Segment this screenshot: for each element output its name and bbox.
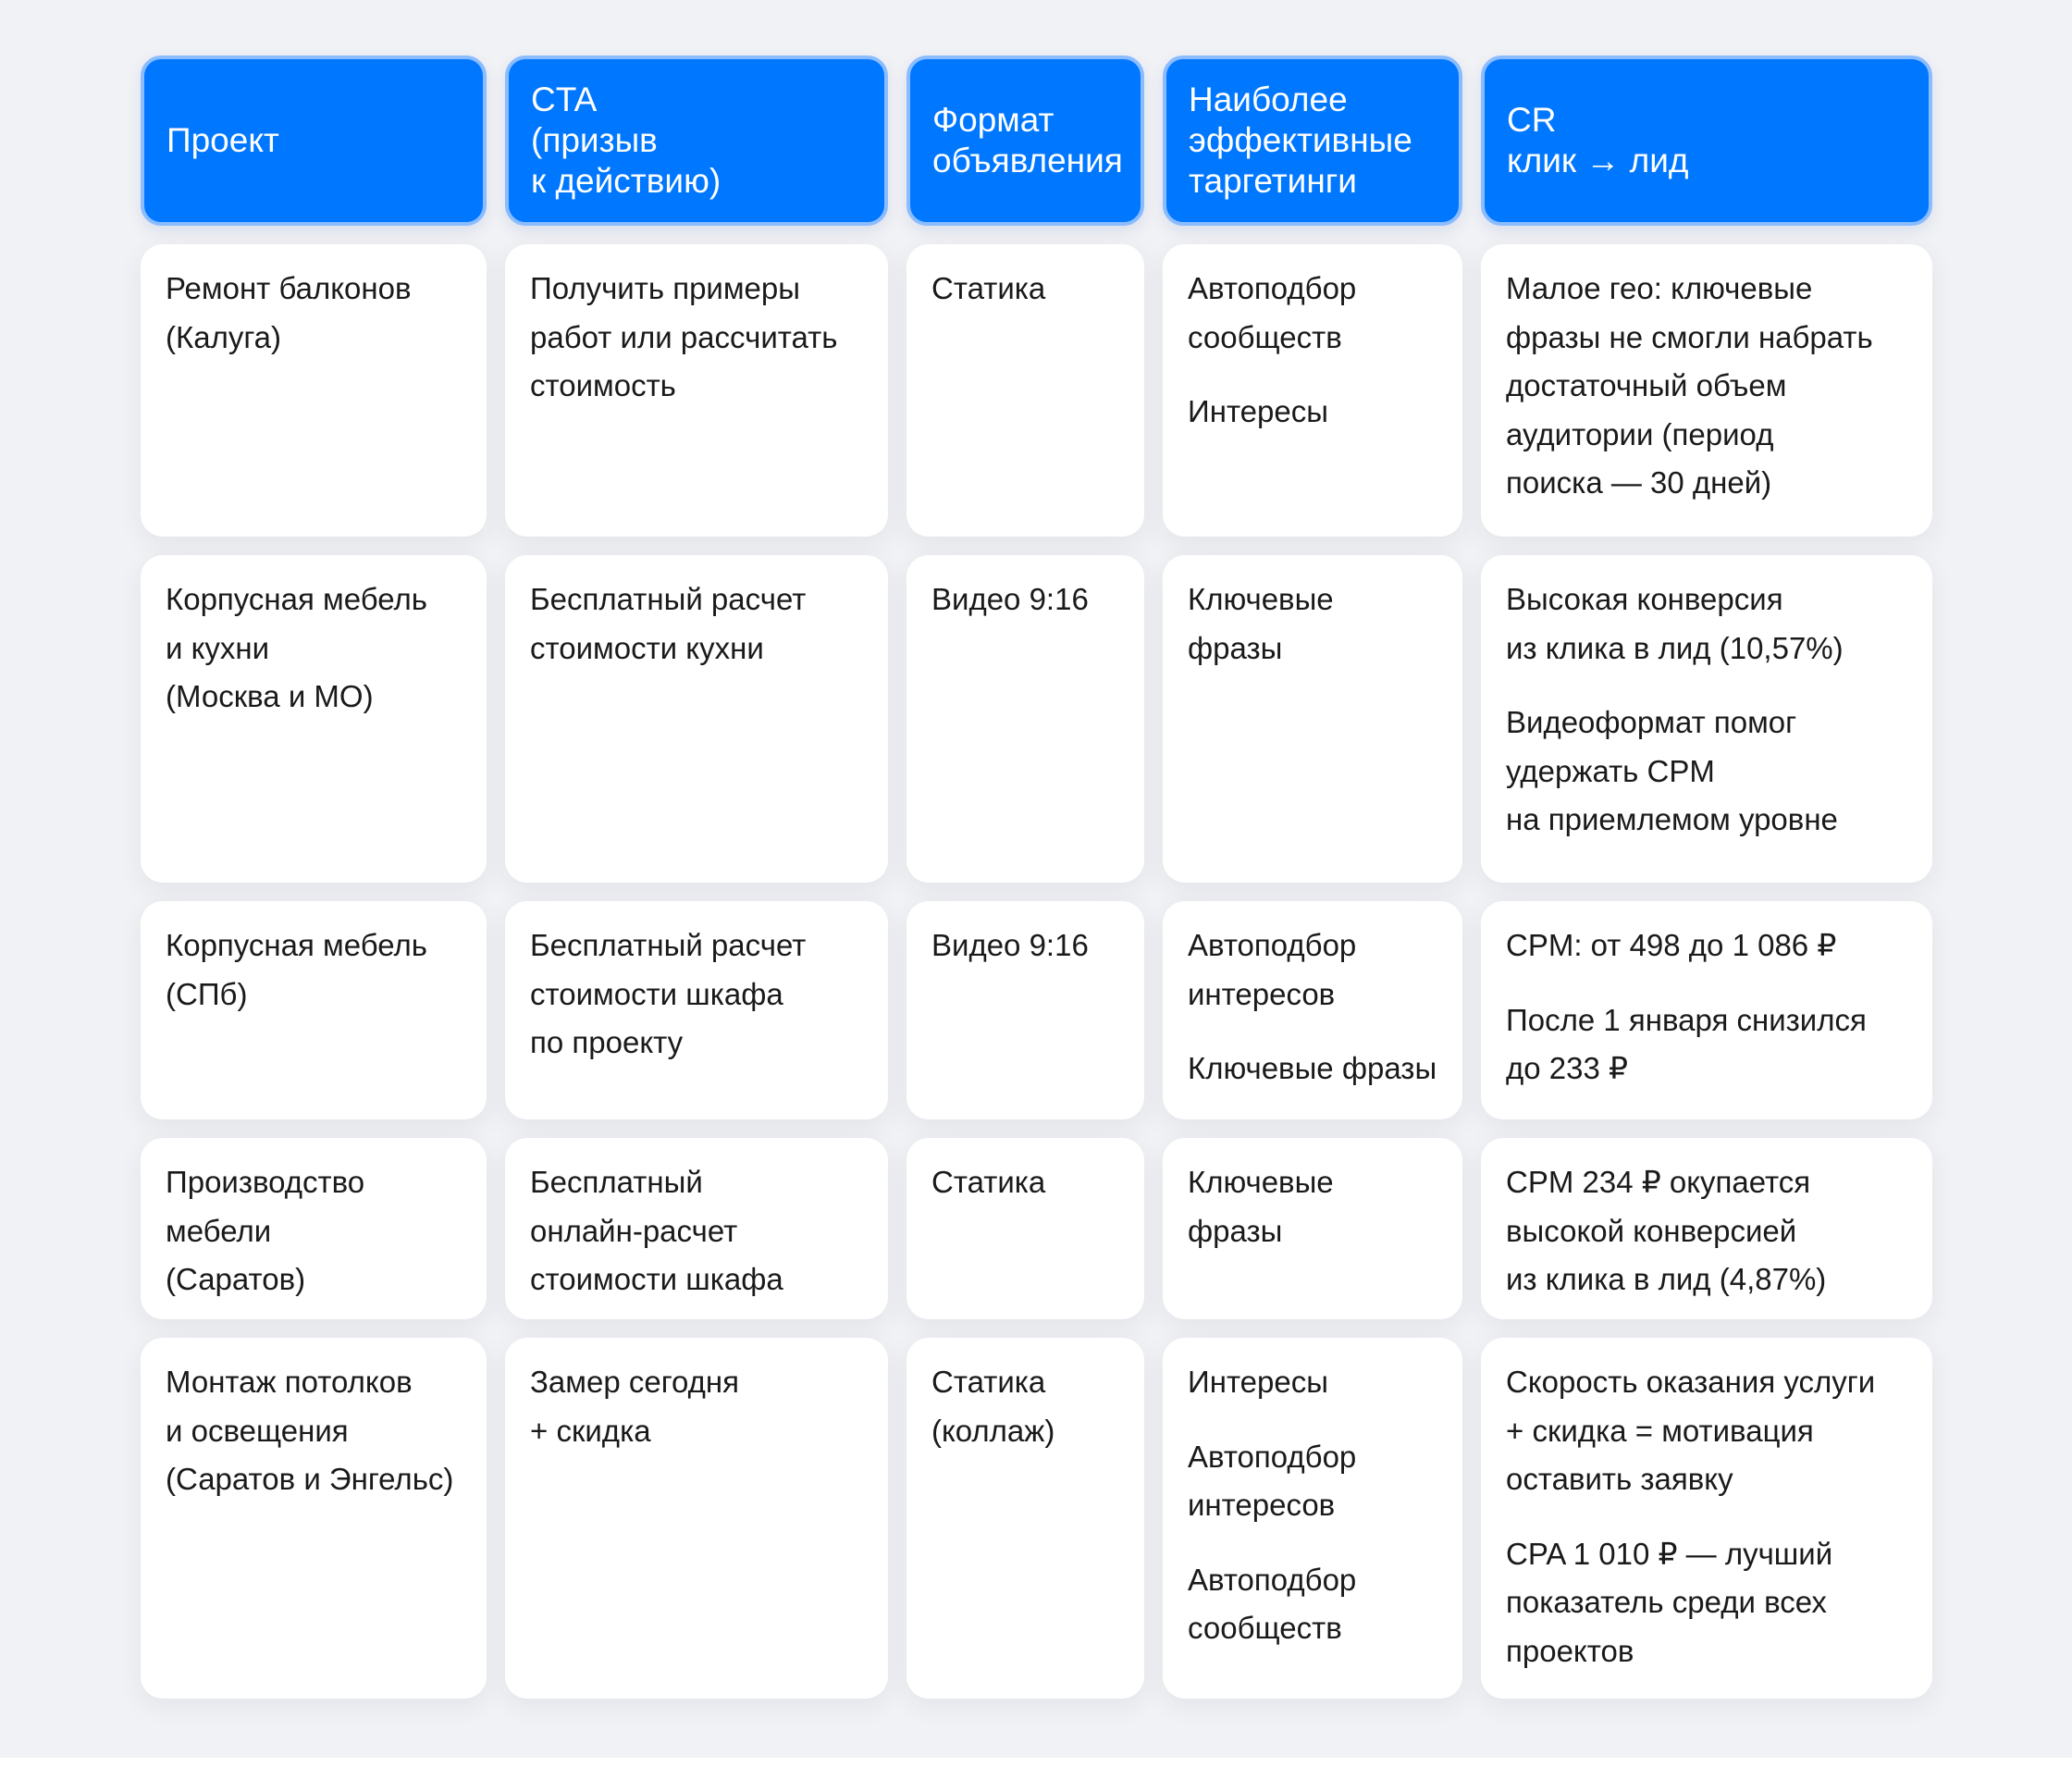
row-5-format-cell	[906, 1338, 1144, 1699]
header-cta: CTA (призыв к действию)	[505, 56, 888, 226]
row-4-cta-cell	[505, 1138, 888, 1319]
cr-text: CPM 234 ₽ окупается высокой конверсией из клика в лид (4,87%)	[1506, 1165, 1827, 1296]
project-text: Монтаж потолков и освещения (Саратов и Энгельс)	[166, 1365, 454, 1496]
row-2-cr-cell	[1481, 555, 1932, 883]
cr-text: После 1 января снизился до 233 ₽	[1506, 1002, 1867, 1085]
row-3-cta-cell	[505, 901, 888, 1119]
row-2-format-cell	[906, 555, 1144, 883]
row-3-cr-cell	[1481, 901, 1932, 1119]
cta-text: Бесплатный расчет стоимости кухни	[530, 582, 807, 665]
cr-text: Скорость оказания услуги + скидка = мотивация оставить заявку	[1506, 1365, 1876, 1496]
row-4-targeting-cell	[1163, 1138, 1462, 1319]
format-text: Видео 9:16	[931, 582, 1089, 616]
row-1-cr-cell	[1481, 244, 1932, 537]
cr-text: Видеоформат помог удержать CPM на приемлемом уровне	[1506, 705, 1838, 836]
row-1-cta-cell	[505, 244, 888, 537]
project-text: Ремонт балконов (Калуга)	[166, 271, 412, 354]
format-text: Статика	[931, 271, 1046, 305]
targeting-item: Ключевые фразы	[1188, 1051, 1437, 1085]
project-text: Корпусная мебель (СПб)	[166, 928, 427, 1011]
row-4-project-cell	[141, 1138, 487, 1319]
row-4-format-cell	[906, 1138, 1144, 1319]
cr-text: Высокая конверсия из клика в лид (10,57%)	[1506, 582, 1844, 665]
row-1-targeting-cell	[1163, 244, 1462, 537]
row-1-format-cell	[906, 244, 1144, 537]
row-5-project-cell	[141, 1338, 487, 1699]
row-4-cr-cell	[1481, 1138, 1932, 1319]
project-text: Производство мебели (Саратов)	[166, 1165, 365, 1296]
row-1-project-cell	[141, 244, 487, 537]
cr-text: CPA 1 010 ₽ — лучший показатель среди всех проектов	[1506, 1536, 1833, 1668]
header-cr: CR клик → лид	[1481, 56, 1932, 226]
format-text: Видео 9:16	[931, 928, 1089, 962]
cta-text: Бесплатный онлайн-расчет стоимости шкафа	[530, 1165, 783, 1296]
targeting-item: Автоподбор сообществ	[1188, 1562, 1357, 1645]
row-5-targeting-cell	[1163, 1338, 1462, 1699]
header-project: Проект	[141, 56, 487, 226]
targeting-item: Ключевые фразы	[1188, 582, 1334, 665]
row-5-cr-cell	[1481, 1338, 1932, 1699]
targeting-item: Автоподбор интересов	[1188, 1439, 1357, 1522]
row-2-cta-cell	[505, 555, 888, 883]
cr-text: Малое гео: ключевые фразы не смогли набрать достаточный объем аудитории (период поиска — 30 дней)	[1506, 271, 1873, 500]
row-3-format-cell	[906, 901, 1144, 1119]
header-ad-format: Формат объявления	[906, 56, 1144, 226]
cr-text: CPM: от 498 до 1 086 ₽	[1506, 928, 1837, 962]
project-text: Корпусная мебель и кухни (Москва и МО)	[166, 582, 427, 713]
format-text: Статика	[931, 1165, 1046, 1199]
targeting-item: Ключевые фразы	[1188, 1165, 1334, 1248]
comparison-table	[141, 56, 1932, 1699]
row-2-project-cell	[141, 555, 487, 883]
row-3-targeting-cell	[1163, 901, 1462, 1119]
cta-text: Бесплатный расчет стоимости шкафа по проекту	[530, 928, 807, 1059]
header-targeting: Наиболее эффективные таргетинги	[1163, 56, 1462, 226]
row-3-project-cell	[141, 901, 487, 1119]
targeting-item: Интересы	[1188, 394, 1328, 428]
targeting-item: Автоподбор интересов	[1188, 928, 1357, 1011]
row-2-targeting-cell	[1163, 555, 1462, 883]
format-text: Статика (коллаж)	[931, 1365, 1055, 1448]
targeting-item: Интересы	[1188, 1365, 1328, 1399]
targeting-item: Автоподбор сообществ	[1188, 271, 1357, 354]
cta-text: Замер сегодня + скидка	[530, 1365, 739, 1448]
cta-text: Получить примеры работ или рассчитать стоимость	[530, 271, 838, 402]
row-5-cta-cell	[505, 1338, 888, 1699]
